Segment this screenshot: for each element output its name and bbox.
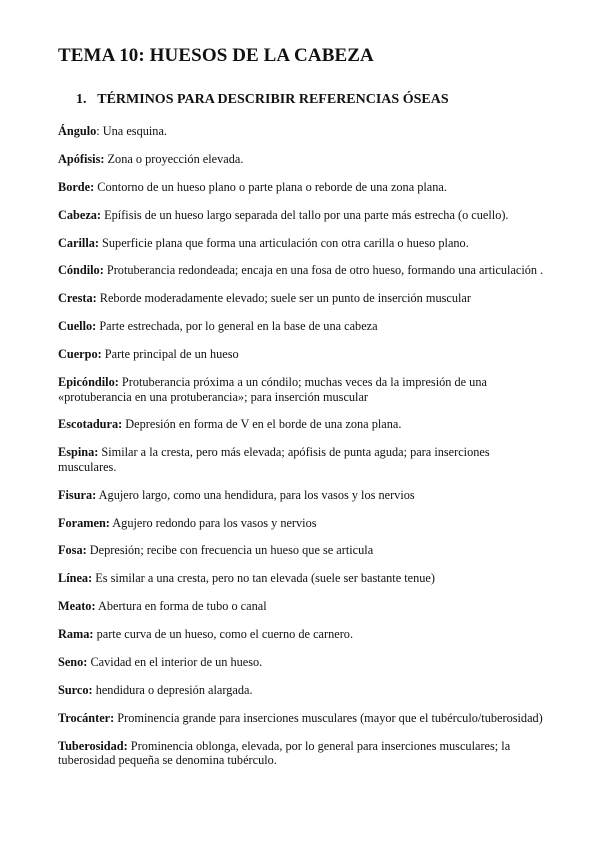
term-definition: Agujero largo, como una hendidura, para los vasos y los nervios [96,487,415,502]
term-definition: Similar a la cresta, pero más elevada; apófisis de punta aguda; para inserciones musculares. [58,445,490,474]
section-heading [76,92,449,108]
term-definition: Cavidad en el interior de un hueso. [87,655,263,670]
term-entry-linea [58,571,546,586]
term-definition: Reborde moderadamente elevado; suele ser un punto de inserción muscular [96,291,471,306]
term-definition: Zona o proyección elevada. [104,151,244,166]
term-entry-cuerpo [58,347,546,362]
term-name: Apófisis: [58,151,105,166]
term-entry-trocanter [58,711,546,726]
term-name: Escotadura: [58,417,123,432]
term-definition: Epífisis de un hueso largo separada del tallo por una parte más estrecha (o cuello). [101,207,509,222]
term-name: Seno: [58,655,88,670]
term-entry-cuello [58,319,546,334]
term-definition: : Una esquina. [96,124,167,138]
term-entry-meato [58,599,546,614]
term-entry-carilla [58,236,546,251]
term-entry-condilo [58,263,546,278]
term-definition: Parte principal de un hueso [101,347,239,362]
term-name: Cresta: [58,291,97,306]
term-name: Rama: [58,627,94,642]
term-definition: Depresión; recibe con frecuencia un hueso que se articula [86,543,374,558]
term-entry-epicondilo [58,375,546,404]
term-name: Cóndilo: [58,263,104,278]
term-entry-apofisis [58,152,546,167]
term-name: Cuerpo: [58,347,102,362]
term-definition: Protuberancia redondeada; encaja en una fosa de otro hueso, formando una articulación . [103,263,544,278]
term-definition: Protuberancia próxima a un cóndilo; muchas veces da la impresión de una «protuberancia en una protuberancia»; para inserción muscular [58,375,487,404]
term-definition: Prominencia grande para inserciones musculares (mayor que el tubérculo/tuberosidad) [114,710,543,725]
term-entry-fisura [58,488,546,503]
term-definition: parte curva de un hueso, como el cuerno de carnero. [93,627,354,642]
term-name: Surco: [58,682,93,697]
term-name: Meato: [58,599,96,614]
term-entry-espina [58,445,546,474]
term-definition: Contorno de un hueso plano o parte plana o reborde de una zona plana. [94,179,447,194]
term-definition: Prominencia oblonga, elevada, por lo general para inserciones musculares; la tuberosidad pequeña se denomina tubérculo. [58,738,511,768]
term-entry-angulo [58,124,546,139]
section-heading-text: TÉRMINOS PARA DESCRIBIR REFERENCIAS ÓSEAS [97,92,449,107]
document-title: TEMA 10: HUESOS DE LA CABEZA [58,45,374,66]
term-entry-tuberosidad [58,739,546,768]
term-entry-fosa [58,543,546,558]
term-name: Fisura: [58,487,97,502]
term-entry-rama [58,627,546,642]
term-name: Epicóndilo: [58,375,119,390]
term-entry-seno [58,655,546,670]
term-entry-cresta [58,291,546,306]
term-definition: Parte estrechada, por lo general en la base de una cabeza [96,319,378,334]
term-definition: Es similar a una cresta, pero no tan elevada (suele ser bastante tenue) [92,571,435,586]
term-definition: hendidura o depresión alargada. [92,682,253,697]
term-entry-surco [58,683,546,698]
term-entry-escotadura [58,417,546,432]
term-name: Ángulo [58,124,97,138]
term-name: Fosa: [58,543,87,558]
term-definition: Depresión en forma de V en el borde de una zona plana. [122,417,402,432]
term-definition: Abertura en forma de tubo o canal [95,599,267,614]
terms-list [58,124,546,781]
section-number: 1. [76,92,87,107]
term-entry-cabeza [58,208,546,223]
term-entry-foramen [58,516,546,531]
term-name: Cuello: [58,319,97,334]
term-name: Carilla: [58,235,99,250]
term-definition: Agujero redondo para los vasos y nervios [109,515,317,530]
term-definition: Superficie plana que forma una articulación con otra carilla o hueso plano. [98,235,469,250]
term-name: Trocánter: [58,710,115,725]
term-name: Línea: [58,571,93,586]
term-name: Foramen: [58,515,110,530]
term-name: Tuberosidad: [58,738,128,753]
term-name: Borde: [58,179,95,194]
term-entry-borde [58,180,546,195]
term-name: Cabeza: [58,207,102,222]
term-name: Espina: [58,445,99,460]
